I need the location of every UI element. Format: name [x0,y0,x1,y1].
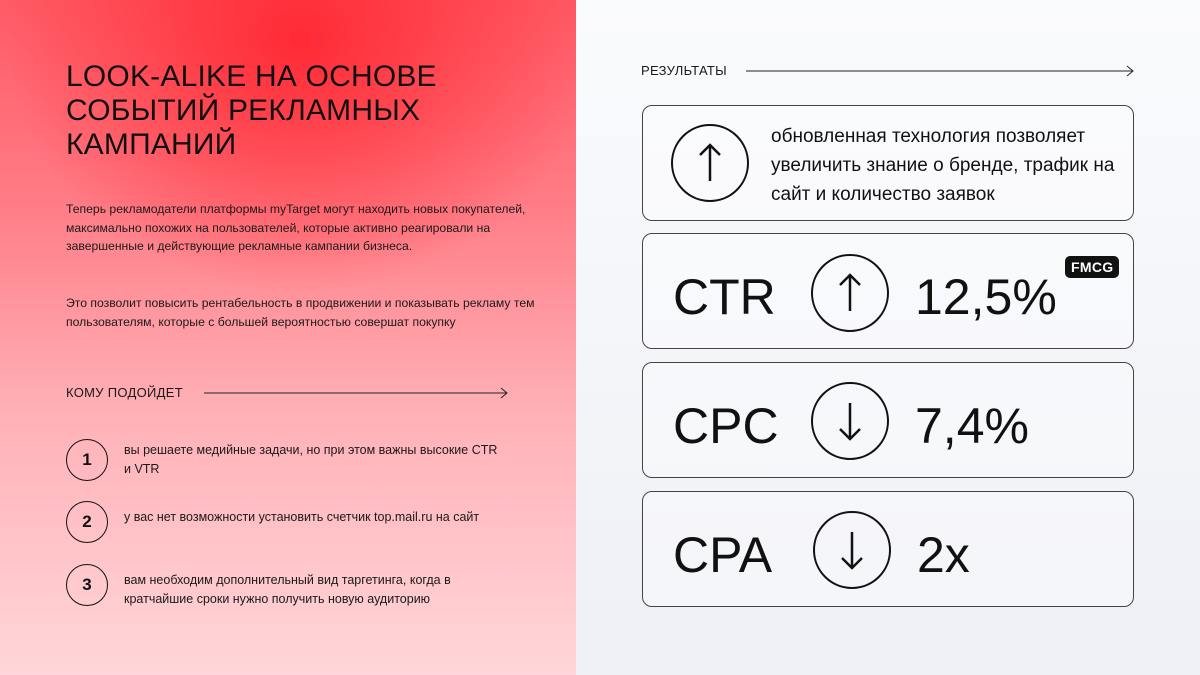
arrow-down-icon [813,511,891,589]
list-item-text: у вас нет возможности установить счетчик top.mail.ru на сайт [124,510,480,524]
list-item-text: вам необходим дополнительный вид таргетинга, когда в кратчайшие сроки нужно получить новую аудиторию [124,573,451,606]
number-badge: 3 [66,564,108,606]
title-line-1: LOOK-ALIKE НА ОСНОВЕ [66,60,437,93]
arrow-right-icon [204,387,510,399]
result-card-technology [642,105,1134,221]
arrow-down-icon [811,382,889,460]
metric-value: 2x [917,527,970,583]
benefit-paragraph: Это позволит повысить рентабельность в продвижении и показывать рекламу тем пользователям, которые с большей вероятностью совершат покупку [66,296,535,329]
technology-description: обновленная технология позволяет увеличить знание о бренде, трафик на сайт и количество заявок [771,126,1115,205]
audience-heading: КОМУ ПОДОЙДЕТ [66,385,183,400]
arrow-right-icon [746,65,1136,77]
metric-value: 7,4% [915,398,1029,454]
metric-label: CPC [673,398,779,454]
fmcg-badge: FMCG [1065,256,1119,278]
page-title [66,60,486,162]
metric-card-cpc [642,362,1134,478]
arrow-up-icon [811,254,889,332]
title-line-2: СОБЫТИЙ РЕКЛАМНЫХ [66,94,421,127]
intro-paragraph: Теперь рекламодатели платформы myTarget могут находить новых покупателей, максимально похожих на пользователей, которые активно реагировали на завершенные и действующие рекламные кампании бизнеса. [66,202,526,253]
results-heading: РЕЗУЛЬТАТЫ [641,63,727,78]
left-panel [0,0,576,675]
number-badge: 2 [66,501,108,543]
number-badge: 1 [66,439,108,481]
metric-label: CTR [673,269,776,325]
metric-value: 12,5% [915,269,1057,325]
metric-label: CPA [673,527,773,583]
arrow-up-icon [671,124,749,202]
metric-card-ctr [642,233,1134,349]
list-item-text: вы решаете медийные задачи, но при этом важны высокие CTR и VTR [124,443,498,476]
title-line-3: КАМПАНИЙ [66,128,237,161]
metric-card-cpa [642,491,1134,607]
